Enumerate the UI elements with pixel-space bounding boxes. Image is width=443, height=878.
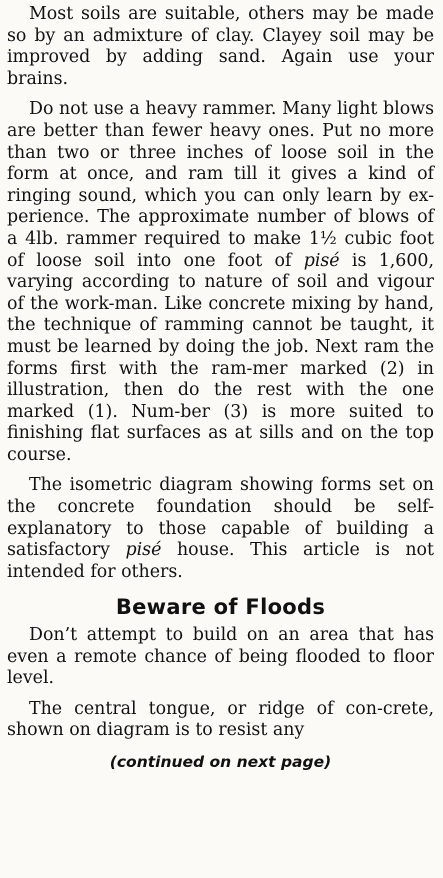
rammer-text-2: is 1,600, varying according to nature of soil and vigour of the work-man. Like concrete mixing by hand, the technique of ramming cannot be taught, it must be learned by doing the job. Next ram the forms first with the ram-mer marked (2) in illustration, then do the rest with the one marked (1). Num-ber (3) is more suited to finishing flat surfaces as at sills and on the top course. bbox=[7, 250, 435, 465]
paragraph-rammer bbox=[7, 99, 434, 466]
rammer-text-pise: pisé bbox=[303, 250, 340, 271]
rammer-text-1: Do not use a heavy rammer. Many light blows are better than fewer heavy ones. Put no more than two or three inches of loose soil in the form at once, and ram till it gives a kind of ringing sound, which you can only learn by ex-perience. The approximate number of blows of a 4lb. rammer required to make 1½ cubic foot of loose soil into one foot of bbox=[7, 99, 434, 271]
section-heading: Beware of Floods bbox=[115, 595, 326, 620]
paragraph-tongue: The central tongue, or ridge of con-crete, shown on diagram is to resist any bbox=[7, 698, 434, 741]
paragraph-flood-area: Don’t attempt to build on an area that has even a remote chance of being flooded to floor level. bbox=[7, 625, 434, 689]
isometric-text-pise: pisé bbox=[125, 540, 162, 561]
paragraph-isometric bbox=[7, 475, 434, 583]
continued-note: (continued on next page) bbox=[109, 753, 332, 771]
paragraph-soils: Most soils are suitable, others may be made so by an admixture of clay. Clayey soil may be improved by adding sand. Again use your brains. bbox=[7, 4, 434, 89]
isometric-text-1: The isometric diagram showing forms set on the concrete foundation should be self-explanatory to those capable of building a satisfactory bbox=[7, 475, 434, 561]
isometric-text-2: house. This article is not intended for others. bbox=[7, 540, 435, 582]
